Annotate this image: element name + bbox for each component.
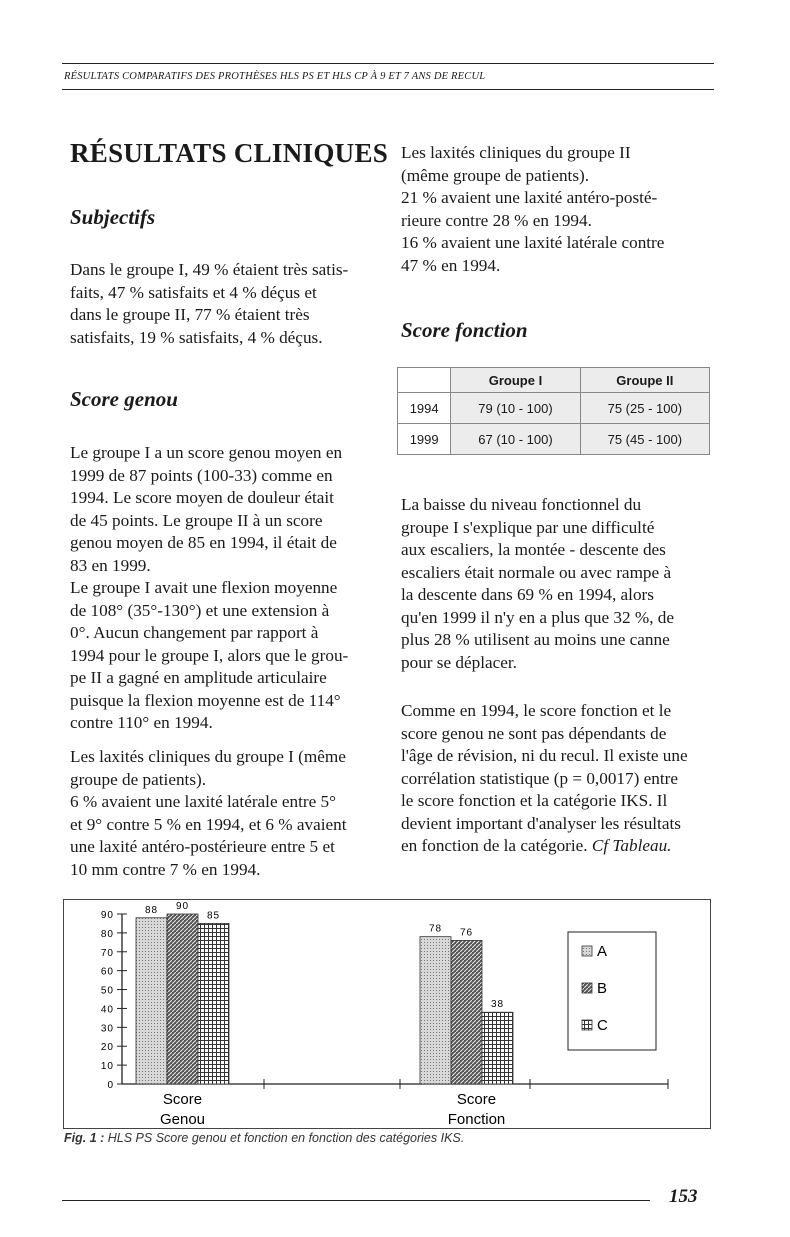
legend-swatch-c: [582, 1020, 592, 1030]
section-title: RÉSULTATS CLINIQUES: [70, 138, 389, 168]
text-line: Le groupe I a un score genou moyen en: [70, 443, 343, 462]
bar-value-label: 76: [459, 927, 474, 939]
text-line: contre 110° en 1994.: [70, 713, 213, 732]
legend-label: A: [597, 943, 608, 960]
page-number: 153: [669, 1186, 698, 1207]
y-tick-label: 50: [100, 985, 114, 997]
y-tick-label: 70: [100, 947, 114, 959]
subjectifs-heading: Subjectifs: [70, 205, 156, 229]
text-line: 6 % avaient une laxité latérale entre 5°: [70, 792, 336, 811]
table-cell: 1994: [398, 393, 451, 424]
text-line: la descente dans 69 % en 1994, alors: [401, 585, 654, 604]
bar-value-label: 38: [490, 999, 505, 1011]
text-line: Dans le groupe I, 49 % étaient très satis-: [70, 260, 349, 279]
y-tick-label: 90: [100, 910, 114, 921]
y-tick-label: 40: [100, 1004, 114, 1016]
text-line: 16 % avaient une laxité latérale contre: [401, 233, 665, 252]
text-line: aux escaliers, la montée - descente des: [401, 540, 666, 559]
text-line: en fonction de la catégorie.: [401, 836, 588, 855]
text-line: 1999 de 87 points (100-33) comme en: [70, 465, 333, 485]
table-cell: 75 (45 - 100): [580, 424, 709, 455]
text-line: groupe I s'explique par une difficulté: [401, 517, 655, 537]
text-line: Le groupe I avait une flexion moyenne: [70, 578, 338, 597]
category-label: Genou: [159, 1111, 206, 1128]
text-line: satisfaits, 19 % satisfaits, 4 % déçus.: [70, 327, 323, 347]
table-header-cell: Groupe I: [451, 368, 580, 393]
text-line: de 45 points. Le groupe II à un score: [70, 510, 323, 530]
bar-b: [451, 940, 482, 1084]
text-line: 47 % en 1994.: [401, 255, 501, 275]
text-line: plus 28 % utilisent au moins une canne: [401, 630, 670, 649]
legend-label: B: [597, 980, 608, 997]
legend-swatch-b: [582, 983, 592, 993]
bar-value-label: 78: [428, 923, 443, 935]
bar-value-label: 88: [144, 904, 159, 916]
text-line: et 9° contre 5 % en 1994, et 6 % avaient: [70, 814, 347, 834]
table-cell: 79 (10 - 100): [451, 393, 580, 424]
text-line: Les laxités cliniques du groupe II: [401, 143, 631, 162]
text-line: puisque la flexion moyenne est de 114°: [70, 690, 341, 710]
table-header-row: [398, 368, 710, 393]
text-line: pour se déplacer.: [401, 652, 517, 672]
figure-caption: [64, 1131, 464, 1145]
text-line: 10 mm contre 7 % en 1994.: [70, 859, 261, 879]
table-cell: 75 (25 - 100): [580, 393, 709, 424]
text-line: de 108° (35°-130°) et une extension à: [70, 600, 330, 620]
score-genou-heading: Score genou: [70, 387, 178, 411]
footer-rule: [62, 1200, 650, 1201]
text-line: La baisse du niveau fonctionnel du: [401, 495, 642, 514]
bar-value-label: 90: [175, 901, 190, 912]
header-bottom-rule: [62, 89, 714, 90]
text-line: dans le groupe II, 77 % étaient très: [70, 305, 310, 324]
category-label: Score: [456, 1091, 497, 1108]
table-header-cell: Groupe II: [580, 368, 709, 393]
text-line: corrélation statistique (p = 0,0017) entre: [401, 768, 678, 788]
laxites-groupe-2-paragraph: [401, 142, 710, 277]
text-line: Les laxités cliniques du groupe I (même: [70, 747, 346, 766]
text-line: rieure contre 28 % en 1994.: [401, 210, 592, 230]
text-line: 21 % avaient une laxité antéro-posté-: [401, 188, 658, 207]
text-line: 1994. Le score moyen de douleur était: [70, 488, 334, 507]
y-tick-label: 80: [100, 928, 114, 940]
text-line: Comme en 1994, le score fonction et le: [401, 701, 672, 720]
table-cell: 1999: [398, 424, 451, 455]
table-row: [398, 393, 710, 424]
bar-a: [420, 937, 451, 1084]
y-tick-label: 60: [100, 966, 114, 978]
text-line: faits, 47 % satisfaits et 4 % déçus et: [70, 282, 317, 302]
score-fonction-heading: Score fonction: [401, 318, 528, 342]
text-line: score genou ne sont pas dépendants de: [401, 723, 667, 743]
baisse-paragraph: [401, 494, 710, 674]
text-line: le score fonction et la catégorie IKS. Il: [401, 791, 668, 810]
figure-caption-label: Fig. 1 :: [64, 1131, 105, 1145]
figure-caption-text: HLS PS Score genou et fonction en fonction des catégories IKS.: [104, 1131, 465, 1145]
text-line: 1994 pour le groupe I, alors que le grou-: [70, 645, 349, 665]
text-line: qu'en 1999 il n'y en a plus que 32 %, de: [401, 607, 675, 627]
running-title: RÉSULTATS COMPARATIFS DES PROTHÈSES HLS PS ET HLS CP À 9 ET 7 ANS DE RECUL: [64, 71, 486, 82]
text-line: l'âge de révision, ni du recul. Il existe une: [401, 746, 688, 765]
category-label: Score: [162, 1091, 203, 1108]
y-tick-label: 10: [100, 1061, 114, 1073]
score-fonction-table: [397, 367, 710, 455]
legend-box: [568, 932, 656, 1050]
bar-a: [136, 918, 167, 1084]
legend-label: C: [597, 1017, 608, 1034]
bar-chart: [64, 900, 710, 1128]
bar-b: [167, 914, 198, 1084]
table-cell: 67 (10 - 100): [451, 424, 580, 455]
text-line: devient important d'analyser les résultats: [401, 813, 681, 833]
text-line: une laxité antéro-postérieure entre 5 et: [70, 837, 335, 856]
header-top-rule: [62, 63, 714, 64]
figure-frame: [63, 899, 711, 1129]
text-line: 0°. Aucun changement par rapport à: [70, 623, 319, 642]
bar-value-label: 85: [206, 910, 221, 922]
bar-c: [198, 923, 229, 1084]
text-line: escaliers était normale ou avec rampe à: [401, 562, 672, 582]
category-label: Fonction: [447, 1111, 506, 1128]
text-line: (même groupe de patients).: [401, 165, 590, 185]
comme-paragraph: [401, 700, 710, 858]
laxites-groupe-1-paragraph: [70, 746, 377, 881]
text-line: 83 en 1999.: [70, 555, 151, 575]
text-line: pe II a gagné en amplitude articulaire: [70, 668, 327, 687]
text-line: Cf Tableau.: [591, 836, 672, 855]
table-header-cell: [398, 368, 451, 393]
score-genou-paragraph: [70, 442, 377, 735]
bar-c: [482, 1012, 513, 1084]
y-tick-label: 30: [100, 1023, 114, 1035]
legend-swatch-a: [582, 946, 592, 956]
table-row: [398, 424, 710, 455]
y-tick-label: 0: [107, 1080, 114, 1091]
text-line: genou moyen de 85 en 1994, il était de: [70, 533, 337, 552]
text-line: groupe de patients).: [70, 769, 207, 789]
subjectifs-paragraph: [70, 259, 377, 349]
y-tick-label: 20: [100, 1042, 114, 1054]
